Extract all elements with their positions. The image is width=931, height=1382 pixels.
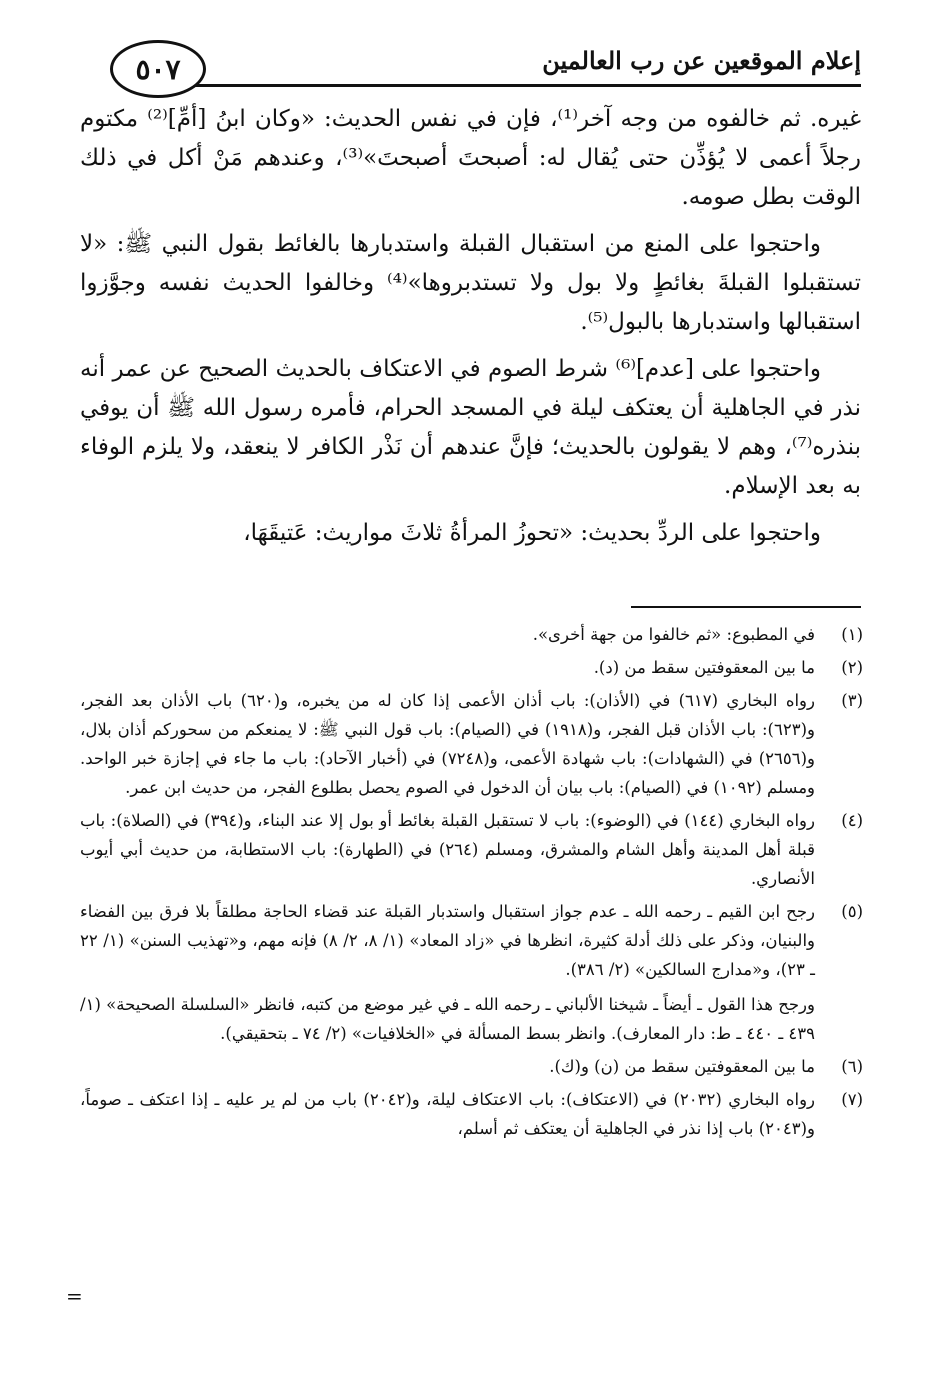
main-text	[80, 100, 861, 561]
paragraph: واحتجوا على الردِّ بحديث: «تحوزُ المرأةُ ثلاثَ مواريث: عَتيقَهَا،	[243, 520, 821, 546]
footnote	[80, 686, 863, 802]
header-rule	[188, 84, 861, 87]
paragraph: واحتجوا على [عدم]⁽⁶⁾ شرط الصوم في الاعتكاف بالحديث الصحيح عن عمر أنه نذر في الجاهلية أن يعتكف ليلة في المسجد الحرام، فأمره رسول الله ﷺ أن يوفي بنذره⁽⁷⁾، وهم لا يقولون بالحديث؛ فإنَّ عندهم أن نَذْر الكافر لا ينعقد، ولا يلزم الوفاء به بعد الإسلام.	[80, 356, 861, 499]
footnote-text: في المطبوع: «ثم خالفوا من جهة أخرى».	[532, 625, 815, 644]
footnote-number: (٧)	[841, 1090, 863, 1109]
footnote	[80, 1052, 863, 1081]
page-number-oval	[110, 40, 206, 98]
book-title: إعلام الموقعين عن رب العالمين	[542, 46, 861, 75]
footnote-text: رواه البخاري (١٤٤) في (الوضوء): باب لا تستقبل القبلة بغائط أو بول إلا عند البناء، و(٣٩٤) في (الصلاة): باب قبلة أهل المدينة وأهل الشام والمشرق، ومسلم (٢٦٤) في (الطهارة): باب الاستطابة، من حديث أبي أيوب الأنصاري.	[80, 811, 816, 888]
footnote-number: (٤)	[841, 811, 863, 830]
footnote-number: (٥)	[841, 902, 863, 921]
footnote-text: رواه البخاري (٦١٧) في (الأذان): باب أذان الأعمى إذا كان له من يخبره، و(٦٢٠) باب الأذان بعد الفجر، و(٦٢٣): باب الأذان قبل الفجر، و(١٩١٨) في (الصيام): باب قول النبي ﷺ: لا يمنعكم من سحوركم أذان بلال، و(٢٦٥٦) في (الشهادات): باب شهادة الأعمى، و(٧٢٤٨) في (أخبار الآحاد): باب ما جاء في إجازة خبر الواحد. ومسلم (١٠٩٢) في (الصيام): باب بيان أن الدخول في الصوم يحصل بطلوع الفجر، من حديث ابن عمر.	[80, 691, 816, 797]
page-number: ٥٠٧	[135, 52, 181, 86]
footnote-text: ما بين المعقوفتين سقط من (د).	[593, 658, 815, 677]
paragraph: غيره. ثم خالفوه من وجه آخر⁽¹⁾، فإن في نفس الحديث: «وكان ابنُ [أمِّ]⁽²⁾ مكتوم رجلاً أعمى لا يُؤذِّن حتى يُقال له: أصبحتَ أصبحتَ»⁽³⁾، وعندهم مَنْ أكل في ذلك الوقت بطل صومه.	[80, 106, 862, 210]
footnote-number: (٣)	[841, 691, 863, 710]
running-header	[88, 40, 861, 90]
footnote	[80, 1085, 863, 1143]
footnote	[80, 653, 863, 682]
footnote-continuation: ورجح هذا القول ـ أيضاً ـ شيخنا الألباني ـ رحمه الله ـ في غير موضع من كتبه، فانظر «السلسلة الصحيحة» (١/ ٤٣٩ ـ ٤٤٠ ـ ط: دار المعارف). وانظر بسط المسألة في «الخلافيات» (٢/ ٧٤ ـ بتحقيقي).	[80, 995, 815, 1043]
footnote-text: رجح ابن القيم ـ رحمه الله ـ عدم جواز استقبال واستدبار القبلة عند قضاء الحاجة مطلقاً بلا فرق بين الفضاء والبنيان، وذكر على ذلك أدلة كثيرة، انظرها في «زاد المعاد» (١/ ٨، ٢/ ٨) فإنه مهم، و«تهذيب السنن» (١/ ٢٢ ـ ٢٣)، و«مدارج السالكين» (٢/ ٣٨٦).	[80, 902, 815, 979]
footnote	[80, 620, 863, 649]
paragraph: واحتجوا على المنع من استقبال القبلة واستدبارها بالغائط بقول النبي ﷺ: «لا تستقبلوا القبلةَ بغائطٍ ولا بول ولا تستدبروها»⁽⁴⁾ وخالفوا الحديث نفسه وجوَّزوا استقبالها واستدبارها بالبول⁽⁵⁾.	[80, 231, 862, 335]
footnote-body	[80, 897, 815, 1048]
continuation-mark: =	[66, 1284, 83, 1308]
footnote	[80, 806, 863, 893]
footnote-number: (٦)	[841, 1057, 863, 1076]
footnote	[80, 897, 863, 1048]
footnote-separator	[631, 606, 861, 608]
footnote-number: (٢)	[841, 658, 863, 677]
footnote-number: (١)	[841, 625, 863, 644]
footnote-text: ما بين المعقوفتين سقط من (ن) و(ك).	[549, 1057, 815, 1076]
footnote-text: رواه البخاري (٢٠٣٢) في (الاعتكاف): باب الاعتكاف ليلة، و(٢٠٤٢) باب من لم ير عليه ـ إذا اعتكف ـ صوماً، و(٢٠٤٣) باب إذا نذر في الجاهلية أن يعتكف ثم أسلم،	[80, 1090, 816, 1138]
footnotes	[80, 620, 863, 1147]
